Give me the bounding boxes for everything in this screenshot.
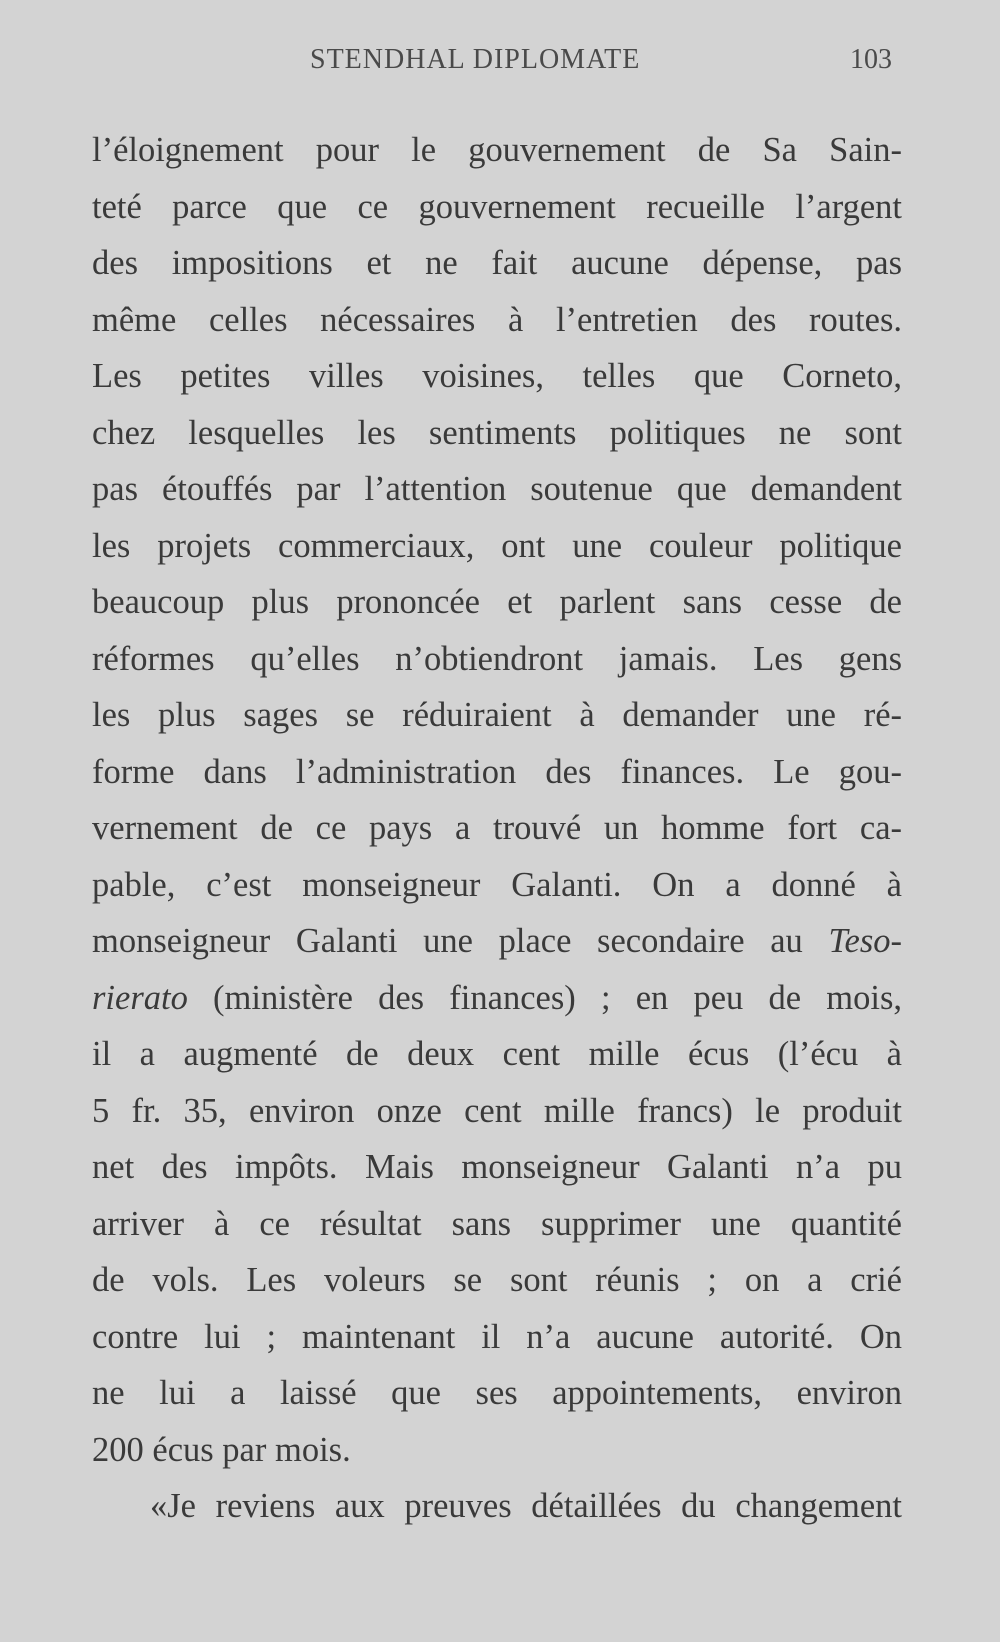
text-line: ne lui a laissé que ses appointements, environ <box>92 1374 902 1412</box>
text-line-paragraph-start: «Je reviens aux preuves détaillées du changement <box>150 1487 902 1525</box>
italic-word: Teso- <box>828 922 902 960</box>
text-line: 5 fr. 35, environ onze cent mille francs) le produit <box>92 1091 902 1130</box>
text-line: chez lesquelles les sentiments politiques ne sont <box>92 413 902 452</box>
text-line: les plus sages se réduiraient à demander une ré- <box>92 696 902 734</box>
text-segment: monseigneur Galanti une place secondaire au <box>92 922 803 960</box>
text-line: forme dans l’administration des finances. Le gou- <box>92 752 902 791</box>
text-line: arriver à ce résultat sans supprimer une quantité <box>92 1204 902 1243</box>
text-line-paragraph-end: 200 écus par mois. <box>92 1430 351 1469</box>
text-segment: (ministère des finances) ; en peu de mois, <box>213 978 902 1017</box>
body-text <box>92 122 902 1535</box>
text-line: pas étouffés par l’attention soutenue que demandent <box>92 470 902 508</box>
italic-word: rierato <box>92 978 188 1017</box>
text-line: même celles nécessaires à l’entretien des routes. <box>92 300 902 339</box>
running-header <box>0 44 1000 84</box>
page-number: 103 <box>850 44 892 75</box>
text-line-with-italic <box>92 970 902 1027</box>
text-line: des impositions et ne fait aucune dépense, pas <box>92 244 902 282</box>
text-line: contre lui ; maintenant il n’a aucune autorité. On <box>92 1317 902 1356</box>
text-line: réformes qu’elles n’obtiendront jamais. Les gens <box>92 639 902 678</box>
text-line: beaucoup plus prononcée et parlent sans cesse de <box>92 583 902 621</box>
text-line: de vols. Les voleurs se sont réunis ; on a crié <box>92 1261 902 1299</box>
text-line: pable, c’est monseigneur Galanti. On a donné à <box>92 865 902 904</box>
text-line: teté parce que ce gouvernement recueille l’argent <box>92 187 902 226</box>
text-line: vernement de ce pays a trouvé un homme fort ca- <box>92 809 902 847</box>
text-line-with-italic <box>92 913 902 970</box>
text-line: les projets commerciaux, ont une couleur politique <box>92 526 902 565</box>
text-line: l’éloignement pour le gouvernement de Sa Sain- <box>92 131 902 169</box>
text-line: net des impôts. Mais monseigneur Galanti n’a pu <box>92 1148 902 1186</box>
running-title: STENDHAL DIPLOMATE <box>310 44 641 75</box>
text-line: il a augmenté de deux cent mille écus (l’écu à <box>92 1035 902 1073</box>
text-line: Les petites villes voisines, telles que Corneto, <box>92 357 902 395</box>
